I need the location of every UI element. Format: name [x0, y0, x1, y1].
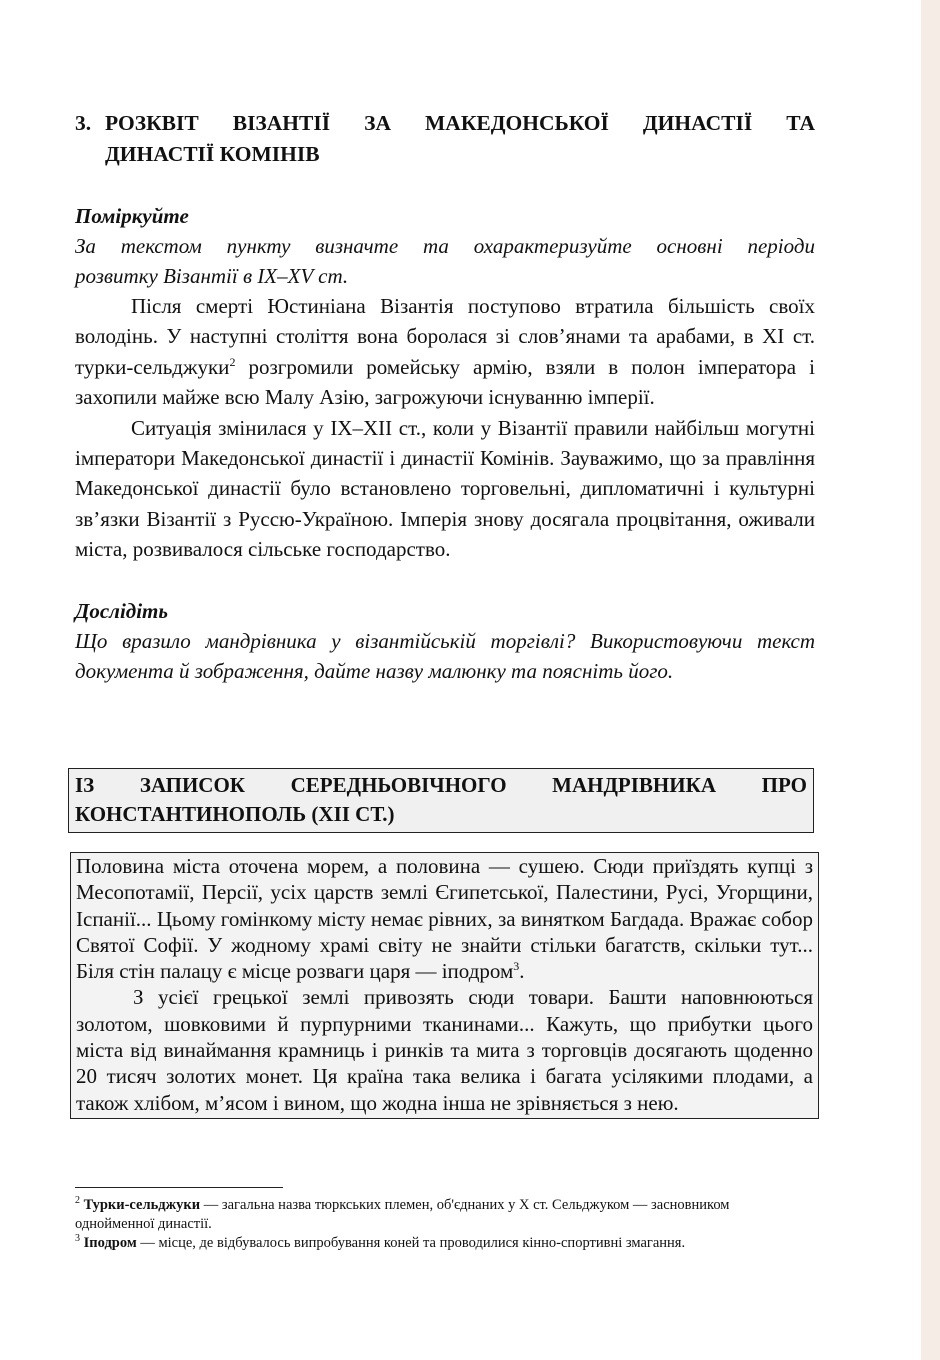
paragraph-2: Ситуація змінилася у IX–XII ст., коли у Візантії правили найбільш могутні імператори Македонської династії і династії Комінів. Зауважимо, що за правління Македонської династії було встановлено торговельні, дипломатичні і культурні зв’язки Візантії з Руссю-Україною. Імперія знову досягала процвітання, оживали міста, розвивалося сільське господарство.: [75, 415, 815, 562]
page-edge: [921, 0, 940, 1360]
paragraph-1: Після смерті Юстиніана Візантія поступово втратила більшість своїх володінь. У наступні століття вона боролася зі слов’янами та арабами, в XI ст. турки-сельджуки$^2$ розгромили ромейську армію, взяли в полон імператора і захопили майже всю Малу Азію, загрожуючи існуванню імперії.: [75, 294, 815, 410]
footnote-mark: 2: [75, 1195, 80, 1206]
footnote-term: Іподром: [83, 1235, 137, 1251]
footnote-term: Турки-сельджуки: [83, 1197, 201, 1213]
footnote-text: — загальна назва тюркських племен, об'єднаних у Х ст. Сельджуком — засновником однойменної династії.: [75, 1197, 730, 1232]
footnote-mark: 3: [75, 1233, 80, 1244]
footnote-2: [75, 1196, 775, 1234]
research-task: Що вразило мандрівника у візантійській торгівлі? Використовуючи текст документа й зображення, дайте назву малюнку та поясніть його.: [75, 628, 815, 683]
section-number: 3.: [75, 111, 92, 135]
think-heading: Поміркуйте: [75, 204, 189, 228]
research-heading: Дослідіть: [75, 598, 168, 623]
footnote-ref-3[interactable]: 3: [513, 959, 520, 974]
footnote-text: — місце, де відбувалось випробування коней та проводилися кінно-спортивні змагання.: [136, 1235, 686, 1251]
think-task: За текстом пункту визначте та охарактеризуйте основні періоди розвитку Візантії в IX–XV ст.: [75, 234, 815, 288]
footnote-3: [75, 1234, 775, 1253]
document-paragraph-2: З усієї грецької землі привозять сюди товари. Башти наповнюються золотом, шовковими й пурпурними тканинами... Кажуть, що прибутки цього міста від винаймання крамниць і ринків та мита з торговців досягають щоденно 20 тисяч золотих монет. Ця країна така велика і багата усілякими плодами, а також хлібом, м’ясом і вином, що жодна інша не зрівняється з нею.: [76, 985, 813, 1115]
section-heading-line1: 3. РОЗКВІТ ВІЗАНТІЇ ЗА МАКЕДОНСЬКОЇ ДИНАСТІЇ ТА: [105, 108, 815, 139]
main-text: [75, 108, 815, 686]
document-title-box: [68, 768, 814, 833]
footnote-separator: [75, 1187, 283, 1188]
document-title-line2: КОНСТАНТИНОПОЛЬ (XII СТ.): [75, 802, 395, 826]
document-paragraph-1: Половина міста оточена морем, а половина — сушею. Сюди приїздять купці з Месопотамії, Персії, усіх царств землі Єгипетської, Палестини, Русі, Угорщини, Іспанії... Цьому гомінкому місту немає рівних, за винятком Багдада. Вражає собор Святої Софії. У жодному храмі світу не знайти стільки багатств, скільки тут... Біля стін палацу є місце розваги царя — іподром$^3$.: [76, 854, 813, 984]
footnotes: [75, 1196, 775, 1253]
document-title-line1: ІЗ ЗАПИСОК СЕРЕДНЬОВІЧНОГО МАНДРІВНИКА ПРО: [75, 773, 807, 797]
section-heading: [75, 108, 815, 170]
footnote-ref-2[interactable]: 2: [229, 354, 236, 369]
section-heading-line2: ДИНАСТІЇ КОМІНІВ: [105, 142, 320, 166]
document-excerpt-box: [70, 852, 819, 1119]
